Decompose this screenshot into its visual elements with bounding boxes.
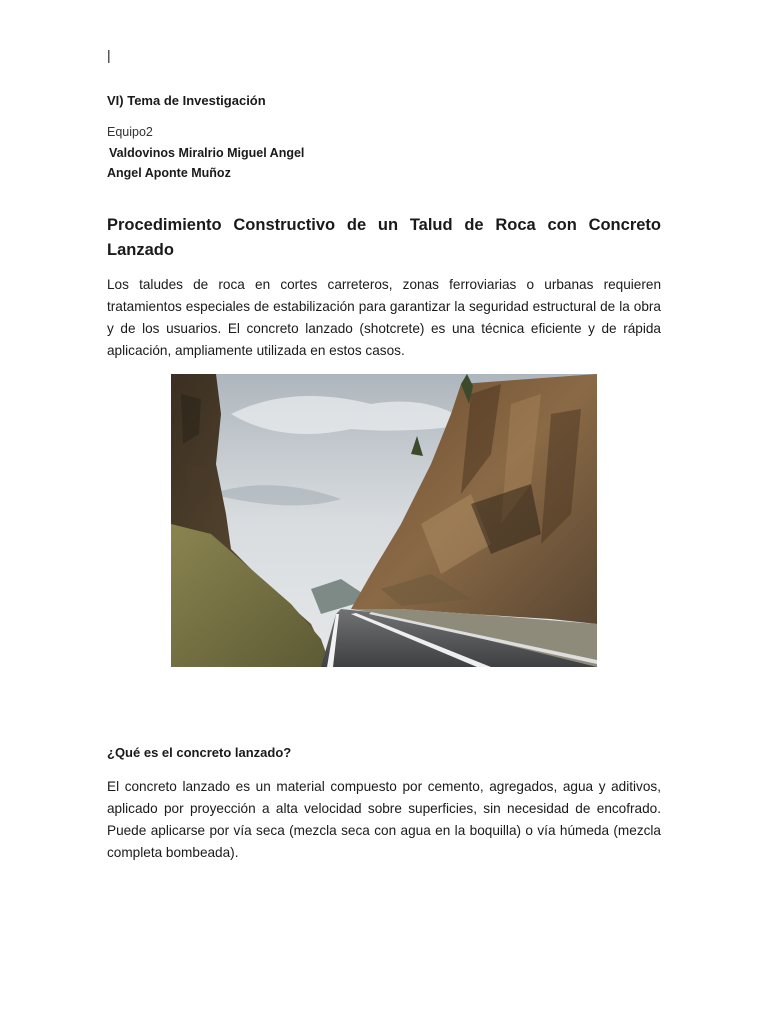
road-rock-cut-photo [171,374,597,667]
definition-paragraph: El concreto lanzado es un material compuesto por cemento, agregados, agua y aditivos, aplicado por proyección a alta velocidad sobre superficies, sin necesidad de encofrado. Puede aplicarse por vía seca (mezcla seca con agua en la boquilla) o vía húmeda (mezcla completa bombeada). [107,779,661,860]
question-heading: ¿Qué es el concreto lanzado? [107,745,292,760]
team-member: Valdovinos Miralrio Miguel Angel [109,146,305,160]
text-cursor: | [107,47,111,63]
section-title: VI) Tema de Investigación [107,93,266,108]
team-label: Equipo2 [107,125,153,139]
photo-road-through-rock-cut-icon [171,374,597,667]
document-title: Procedimiento Constructivo de un Talud de Roca con Concreto Lanzado [107,216,661,259]
team-member: Angel Aponte Muñoz [107,166,231,180]
intro-paragraph: Los taludes de roca en cortes carreteros, zonas ferroviarias o urbanas requieren tratamientos especiales de estabilización para garantizar la seguridad estructural de la obra y de los usuarios. El concreto lanzado (shotcrete) es una técnica eficiente y de rápida aplicación, ampliamente utilizada en estos casos. [107,277,661,358]
